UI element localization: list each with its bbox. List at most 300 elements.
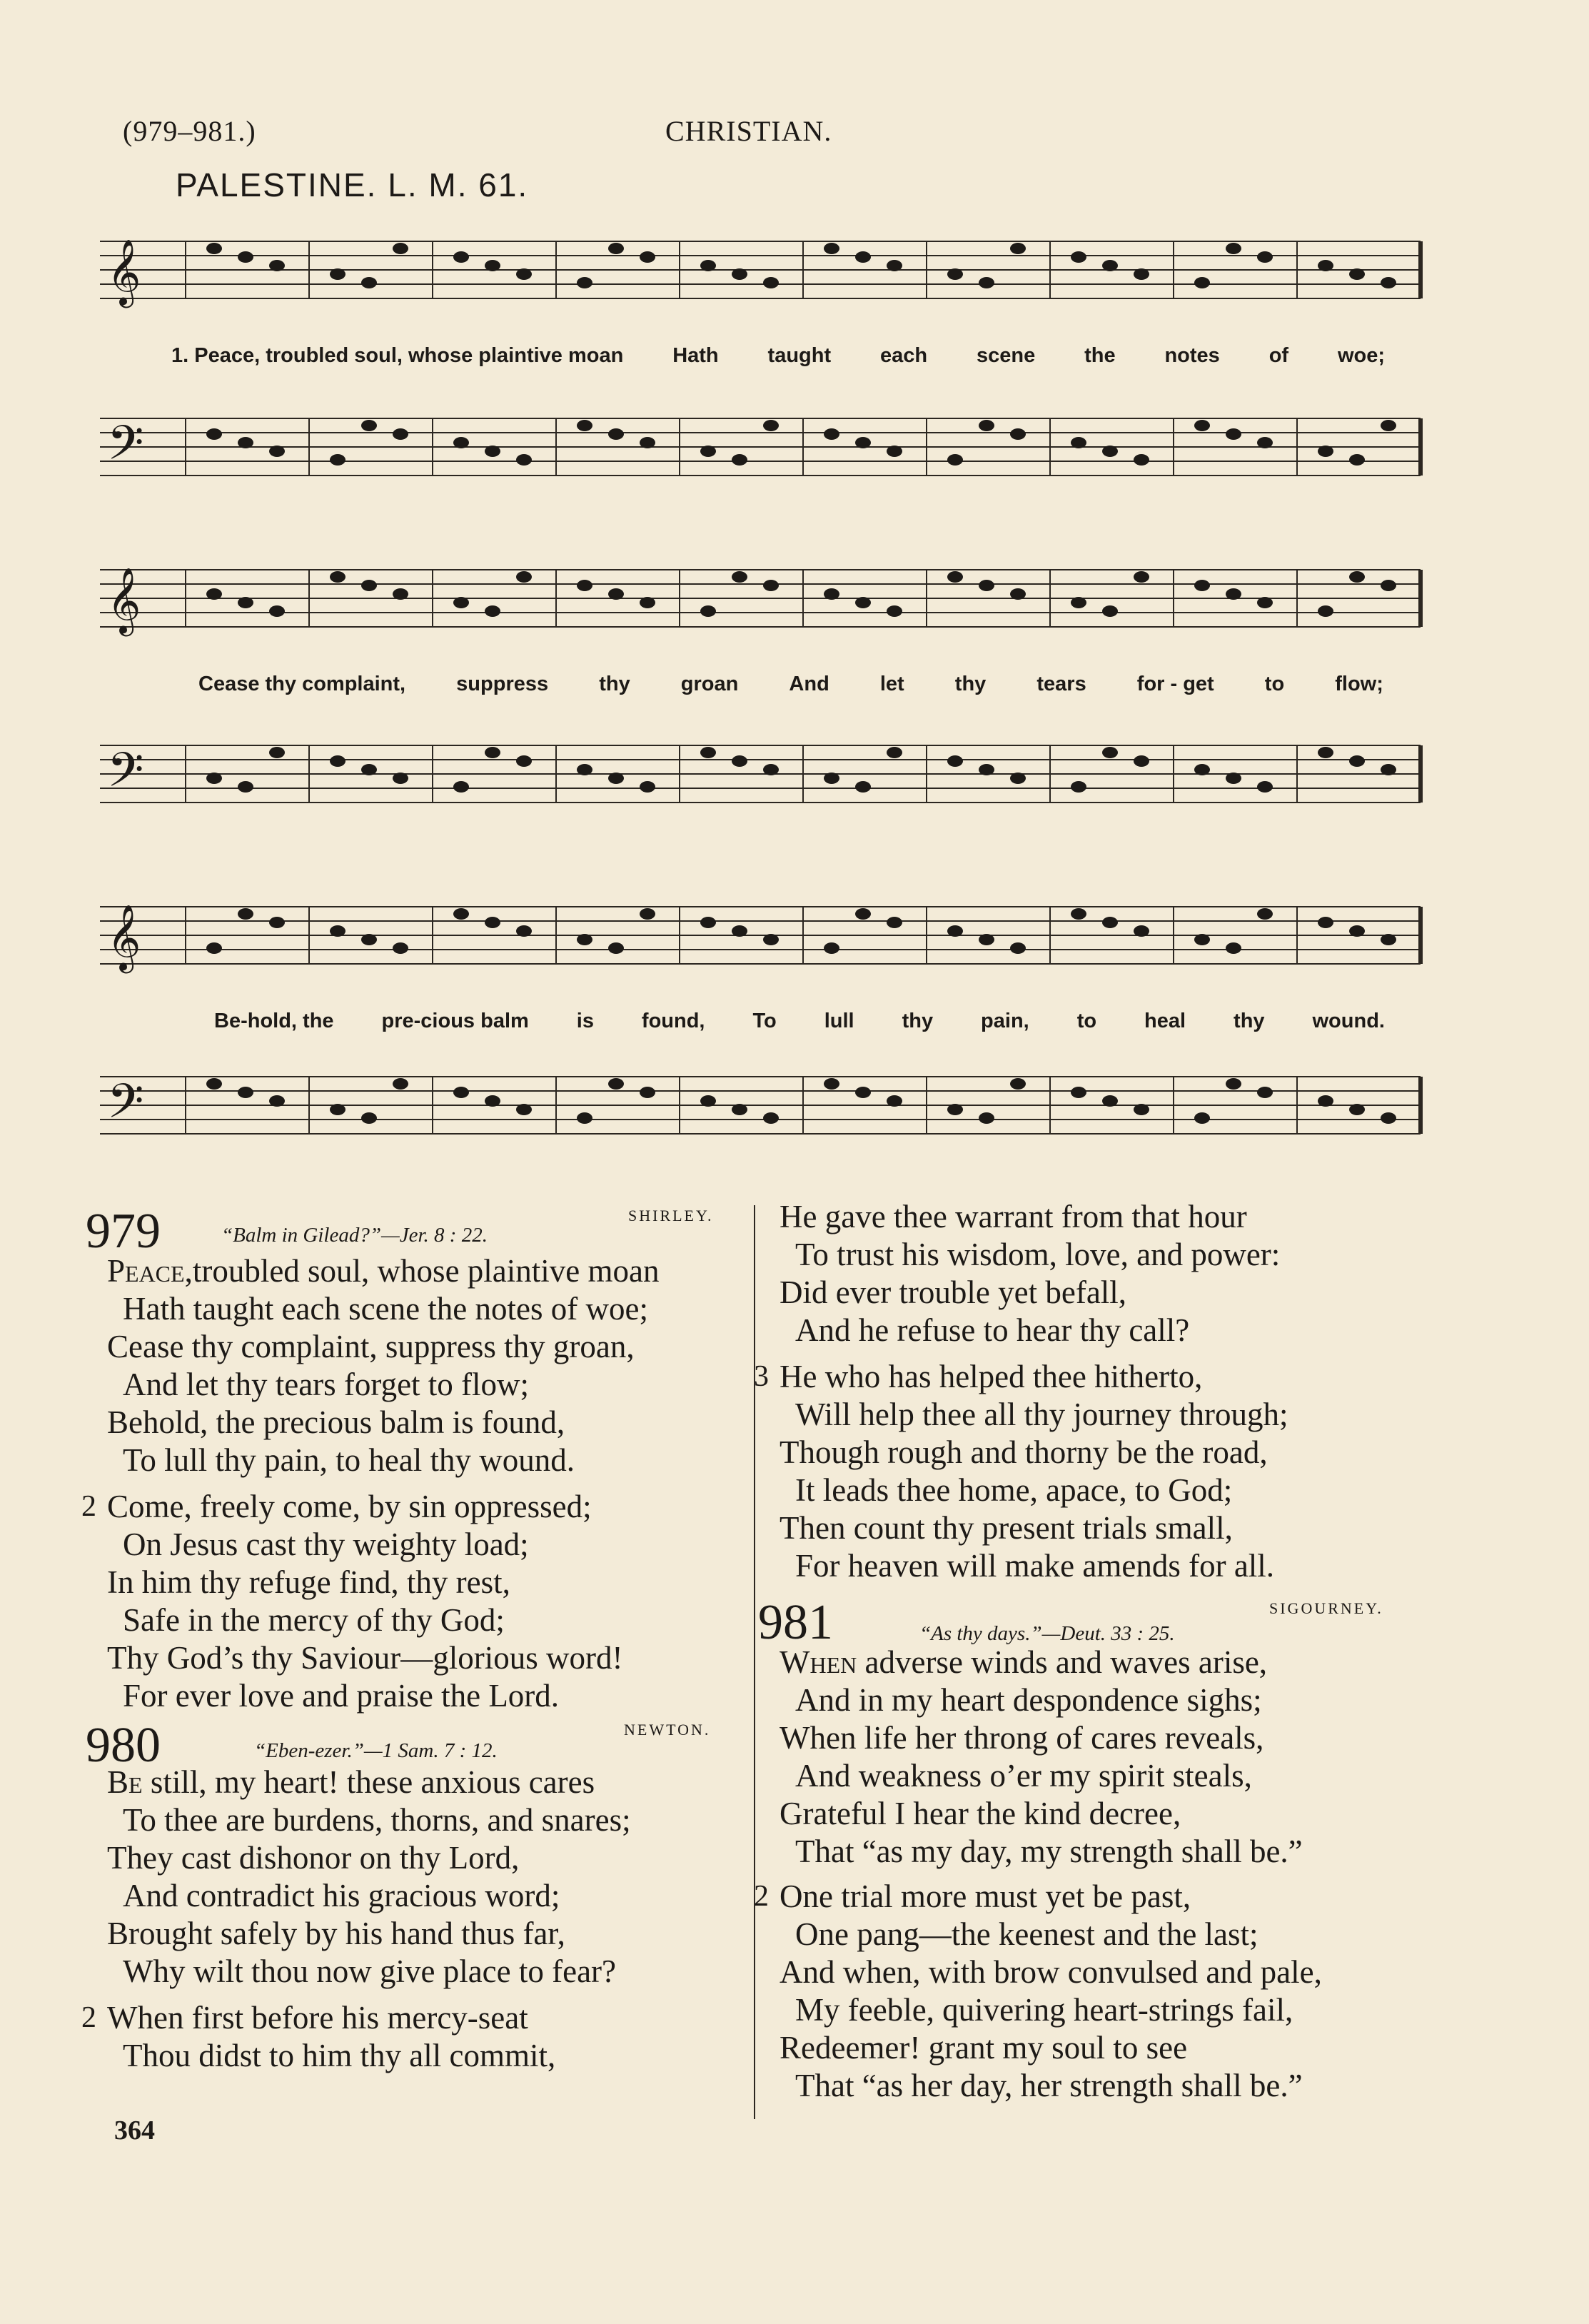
note-head (887, 1095, 902, 1107)
note-head (1257, 781, 1273, 793)
note-head (453, 1087, 469, 1098)
note-head (1381, 1112, 1396, 1124)
note-head (1226, 243, 1241, 254)
note-head (1318, 917, 1333, 928)
note-head (855, 781, 871, 793)
lyric-syllable: Be-hold, the (214, 1010, 334, 1032)
note-head (577, 1112, 592, 1124)
note-head (577, 420, 592, 431)
lyric-syllable: tears (1036, 673, 1086, 695)
note-head (1318, 747, 1333, 758)
note-head (516, 268, 532, 280)
note-head (1194, 934, 1210, 945)
note-head (763, 580, 779, 591)
left-column (81, 1204, 728, 2121)
verse-line (758, 1916, 1322, 1953)
note-head (485, 260, 500, 271)
verse-line (86, 1526, 659, 1564)
verse-line (86, 2037, 631, 2075)
note-head (1194, 1112, 1210, 1124)
verse-line-text: Thy God’s thy Saviour—glorious word! (107, 1640, 623, 1676)
verse-line-text: When first before his mercy-seat (107, 2000, 528, 2036)
note-head (640, 597, 655, 608)
note-head (1257, 1087, 1273, 1098)
hymn-text (81, 1764, 631, 2083)
verse-line-text: And in my heart despondence sighs; (795, 1682, 1262, 1718)
verse-line (86, 1801, 631, 1839)
verse-lead-word: Be (107, 1764, 143, 1800)
hymn-980-continued (754, 1198, 1288, 1594)
note-head (608, 243, 624, 254)
note-head (1381, 934, 1396, 945)
hymn-author: SIGOURNEY. (1269, 1599, 1383, 1617)
note-head (1257, 908, 1273, 920)
lyric-syllable: To (752, 1010, 777, 1032)
verse (81, 1999, 631, 2075)
verse-line-text: And when, with brow convulsed and pale, (780, 1954, 1322, 1990)
verse-line (758, 1396, 1288, 1434)
note-head (700, 605, 716, 617)
note-head (269, 446, 285, 457)
note-head (824, 588, 839, 600)
verse-line-text: Grateful I hear the kind decree, (780, 1796, 1181, 1831)
note-head (269, 917, 285, 928)
note-head (361, 1112, 377, 1124)
note-head (979, 420, 994, 431)
verse-number: 3 (754, 1360, 769, 1393)
verse-line (758, 1795, 1322, 1833)
bass-staff (100, 1071, 1421, 1140)
lyric-syllable: thy (954, 673, 987, 695)
lyric-row-3 (214, 1010, 1385, 1033)
verse-line-text: Cease thy complaint, suppress thy groan, (107, 1329, 635, 1364)
note-head (608, 428, 624, 440)
verse-line (86, 1953, 631, 1991)
note-head (640, 781, 655, 793)
verse-line (754, 1878, 1322, 1916)
verse (81, 1488, 659, 1715)
note-head (1102, 260, 1118, 271)
verse-line-text: On Jesus cast thy weighty load; (123, 1526, 529, 1562)
note-head (516, 755, 532, 767)
verse-line (86, 1639, 659, 1677)
note-head (453, 781, 469, 793)
note-head (1257, 437, 1273, 448)
note-head (453, 908, 469, 920)
verse-line (86, 1564, 659, 1601)
note-head (1257, 597, 1273, 608)
note-head (824, 1078, 839, 1090)
lyric-syllable: Cease thy complaint, (198, 673, 406, 695)
verse-line-text: One pang—the keenest and the last; (795, 1916, 1258, 1952)
note-head (1102, 446, 1118, 457)
note-head (947, 925, 963, 937)
note-head (979, 580, 994, 591)
note-head (361, 764, 377, 775)
verse-line (758, 1312, 1288, 1349)
note-head (238, 1087, 253, 1098)
verse-line-text: My feeble, quivering heart-strings fail, (795, 1992, 1293, 2028)
note-head (393, 773, 408, 784)
verse-line (758, 1434, 1288, 1472)
note-head (1010, 942, 1026, 954)
note-head (516, 454, 532, 466)
verse-line-text: And he refuse to hear thy call? (795, 1312, 1190, 1348)
note-head (1010, 588, 1026, 600)
verse-line (86, 1877, 631, 1915)
note-head (979, 764, 994, 775)
hymn-number: 979 (86, 1204, 161, 1259)
verse (86, 1764, 631, 1991)
verse-lead-word: When (780, 1644, 857, 1680)
lyric-syllable: 1. Peace, troubled soul, whose plaintive moan (171, 344, 624, 367)
note-head (1194, 580, 1210, 591)
note-head (1071, 251, 1086, 263)
verse-line (758, 1953, 1322, 1991)
verse-line-text: For ever love and praise the Lord. (123, 1678, 560, 1714)
verse-line-text: And weakness o’er my spirit steals, (795, 1758, 1252, 1794)
verse-line (86, 1366, 659, 1404)
verse-line-text: And let thy tears forget to flow; (123, 1367, 530, 1402)
note-head (855, 437, 871, 448)
bass-clef-icon: 𝄢 (107, 745, 144, 808)
note-head (1349, 268, 1365, 280)
verse-line-text: He gave thee warrant from that hour (780, 1199, 1247, 1234)
note-head (640, 437, 655, 448)
verse-line (758, 2067, 1322, 2105)
verse-line-text: Though rough and thorny be the road, (780, 1434, 1268, 1470)
note-head (700, 446, 716, 457)
note-head (269, 1095, 285, 1107)
note-head (1102, 747, 1118, 758)
hymn-author: NEWTON. (624, 1721, 711, 1739)
note-head (1134, 1104, 1149, 1115)
note-head (1134, 755, 1149, 767)
note-head (763, 277, 779, 288)
note-head (1071, 1087, 1086, 1098)
note-head (485, 446, 500, 457)
note-head (269, 260, 285, 271)
verse-line-text: Hath taught each scene the notes of woe; (123, 1291, 648, 1327)
note-head (947, 571, 963, 583)
note-head (1010, 773, 1026, 784)
lyric-syllable: let (879, 673, 904, 695)
verse-line-text: troubled soul, whose plaintive moan (192, 1253, 660, 1289)
verse-line (758, 1833, 1322, 1871)
lyric-syllable: taught (767, 344, 832, 367)
note-head (608, 1078, 624, 1090)
note-head (453, 251, 469, 263)
verse-line (86, 1839, 631, 1877)
note-head (361, 580, 377, 591)
treble-clef-icon: 𝄞 (107, 570, 141, 633)
note-head (1071, 908, 1086, 920)
treble-clef-icon: 𝄞 (107, 241, 141, 304)
verse-line-text: It leads thee home, apace, to God; (795, 1472, 1233, 1508)
hymn-number: 981 (758, 1595, 833, 1650)
verse-line-text: Brought safely by his hand thus far, (107, 1916, 565, 1951)
note-head (238, 251, 253, 263)
note-head (1318, 605, 1333, 617)
note-head (485, 1095, 500, 1107)
verse-line (86, 1442, 659, 1479)
note-head (206, 773, 222, 784)
note-head (1071, 597, 1086, 608)
note-head (361, 420, 377, 431)
verse (758, 1644, 1322, 1871)
note-head (393, 1078, 408, 1090)
hymn-author: SHIRLEY. (628, 1207, 714, 1224)
note-head (700, 917, 716, 928)
note-head (1010, 428, 1026, 440)
note-head (887, 260, 902, 271)
note-head (887, 917, 902, 928)
note-head (361, 277, 377, 288)
lyric-syllable: scene (976, 344, 1036, 367)
verse-line (758, 1198, 1288, 1236)
verse-line-text: Come, freely come, by sin oppressed; (107, 1489, 592, 1524)
lyric-syllable: thy (599, 673, 630, 695)
note-head (1134, 454, 1149, 466)
verse-line-text: Redeemer! grant my soul to see (780, 2030, 1188, 2066)
note-head (700, 260, 716, 271)
note-head (947, 755, 963, 767)
verse-line (758, 1681, 1322, 1719)
note-head (485, 747, 500, 758)
verse-line-text: Safe in the mercy of thy God; (123, 1602, 505, 1638)
verse-line-text: To lull thy pain, to heal thy wound. (123, 1442, 575, 1478)
note-head (516, 571, 532, 583)
lyric-syllable: woe; (1337, 344, 1385, 367)
verse (758, 1198, 1288, 1349)
verse-line (81, 1999, 631, 2037)
note-head (238, 597, 253, 608)
note-head (485, 917, 500, 928)
lyric-syllable: suppress (456, 673, 549, 695)
note-head (947, 268, 963, 280)
verse-line (758, 1757, 1322, 1795)
note-head (238, 781, 253, 793)
verse-line (754, 1358, 1288, 1396)
note-head (330, 925, 345, 937)
verse-line (758, 1274, 1288, 1312)
verse-line (758, 1509, 1288, 1547)
bass-clef-icon: 𝄢 (107, 418, 144, 481)
note-head (763, 1112, 779, 1124)
note-head (1318, 446, 1333, 457)
note-head (1226, 1078, 1241, 1090)
note-head (1071, 781, 1086, 793)
note-head (855, 1087, 871, 1098)
hymn-text (81, 1252, 660, 1724)
verse-line-text: And contradict his gracious word; (123, 1878, 560, 1913)
verse-line-text: Did ever trouble yet befall, (780, 1274, 1127, 1310)
note-head (608, 942, 624, 954)
page-number: 364 (114, 2116, 155, 2146)
note-head (763, 934, 779, 945)
note-head (330, 755, 345, 767)
lyric-syllable: to (1264, 673, 1285, 695)
note-head (732, 925, 747, 937)
verse-line-text: For heaven will make amends for all. (795, 1548, 1275, 1584)
note-head (1349, 454, 1365, 466)
verse-line (86, 1677, 659, 1715)
note-head (608, 773, 624, 784)
lyric-syllable: each (880, 344, 928, 367)
lyric-syllable: flow; (1335, 673, 1383, 695)
lyric-syllable: lull (824, 1010, 854, 1032)
note-head (1381, 764, 1396, 775)
hymn-text (754, 1644, 1322, 2113)
note-head (206, 1078, 222, 1090)
verse-line-text: Then count thy present trials small, (780, 1510, 1233, 1546)
verse-line-text: That “as her day, her strength shall be.” (795, 2068, 1303, 2103)
verse-line (86, 1764, 631, 1801)
note-head (1349, 1104, 1365, 1115)
verse-line (86, 1290, 659, 1328)
note-head (824, 243, 839, 254)
verse-line-text: To thee are burdens, thorns, and snares; (123, 1802, 631, 1838)
note-head (238, 437, 253, 448)
section-title: CHRISTIAN. (665, 115, 832, 147)
lyric-syllable: found, (641, 1010, 705, 1032)
tune-title: PALESTINE. L. M. 61. (176, 166, 529, 203)
lyric-syllable: wound. (1312, 1010, 1385, 1032)
treble-staff (100, 901, 1421, 970)
verse-line-text: Behold, the precious balm is found, (107, 1404, 565, 1440)
verse-line-text: He who has helped thee hitherto, (780, 1359, 1203, 1394)
note-head (577, 934, 592, 945)
verse (754, 1358, 1288, 1585)
verse-line (86, 1404, 659, 1442)
note-head (732, 268, 747, 280)
lyric-syllable: pain, (981, 1010, 1029, 1032)
note-head (947, 454, 963, 466)
lyric-syllable: thy (902, 1010, 934, 1032)
lyric-syllable: groan (680, 673, 739, 695)
note-head (732, 454, 747, 466)
note-head (238, 908, 253, 920)
note-head (640, 251, 655, 263)
note-head (1318, 260, 1333, 271)
note-head (361, 934, 377, 945)
lyric-syllable: to (1076, 1010, 1097, 1032)
note-head (330, 454, 345, 466)
note-head (1381, 277, 1396, 288)
note-head (577, 764, 592, 775)
scripture-reference: “As thy days.”—Deut. 33 : 25. (919, 1622, 1175, 1645)
note-head (516, 925, 532, 937)
note-head (824, 773, 839, 784)
note-head (330, 268, 345, 280)
lyric-syllable: heal (1144, 1010, 1186, 1032)
lyric-row-1 (171, 344, 1385, 368)
note-head (577, 277, 592, 288)
note-head (1010, 1078, 1026, 1090)
verse-line (758, 1991, 1322, 2029)
hymn-number: 980 (86, 1718, 161, 1773)
note-head (330, 1104, 345, 1115)
note-head (979, 277, 994, 288)
scripture-reference: “Eben-ezer.”—1 Sam. 7 : 12. (254, 1739, 498, 1762)
note-head (1102, 605, 1118, 617)
note-head (700, 1095, 716, 1107)
treble-staff (100, 236, 1421, 304)
lyric-syllable: notes (1164, 344, 1220, 367)
note-head (763, 420, 779, 431)
note-head (1349, 755, 1365, 767)
note-head (1134, 268, 1149, 280)
lyric-syllable: thy (1234, 1010, 1265, 1032)
note-head (1381, 420, 1396, 431)
note-head (1134, 571, 1149, 583)
note-head (732, 571, 747, 583)
verse-line (758, 2029, 1322, 2067)
note-head (206, 588, 222, 600)
lyric-syllable: for - get (1136, 673, 1214, 695)
verse-line (86, 1252, 659, 1290)
note-head (393, 428, 408, 440)
treble-clef-icon: 𝄞 (107, 907, 141, 970)
note-head (732, 755, 747, 767)
hymn-980 (81, 1718, 728, 2121)
note-head (577, 580, 592, 591)
note-head (1194, 420, 1210, 431)
note-head (1071, 437, 1086, 448)
verse-line-text: still, my heart! these anxious cares (142, 1764, 595, 1800)
verse-lead-word: Peace, (107, 1253, 193, 1289)
hymn-979 (81, 1204, 728, 1721)
verse-line-text: One trial more must yet be past, (780, 1878, 1191, 1914)
note-head (640, 1087, 655, 1098)
lyric-syllable: the (1084, 344, 1116, 367)
note-head (1349, 925, 1365, 937)
verse-line-text: Will help thee all thy journey through; (795, 1397, 1288, 1432)
verse-line (758, 1719, 1322, 1757)
verse-line (81, 1488, 659, 1526)
page-range: (979–981.) (123, 115, 256, 147)
note-head (206, 942, 222, 954)
verse-number: 2 (81, 1490, 96, 1523)
note-head (608, 588, 624, 600)
note-head (516, 1104, 532, 1115)
verse-line (758, 1236, 1288, 1274)
note-head (763, 764, 779, 775)
bass-staff (100, 740, 1421, 808)
note-head (855, 251, 871, 263)
lyric-syllable: And (789, 673, 829, 695)
treble-staff (100, 564, 1421, 633)
lyric-syllable: pre-cious balm (381, 1010, 529, 1032)
verse-number: 2 (81, 2001, 96, 2034)
note-head (979, 1112, 994, 1124)
verse-line (86, 1328, 659, 1366)
note-head (824, 942, 839, 954)
note-head (1226, 773, 1241, 784)
note-head (206, 428, 222, 440)
verse-line-text: When life her throng of cares reveals, (780, 1720, 1264, 1756)
verse-line-text: To trust his wisdom, love, and power: (795, 1237, 1281, 1272)
note-head (855, 908, 871, 920)
lyric-row-2 (198, 673, 1383, 696)
verse-line (758, 1644, 1322, 1681)
verse-line (86, 1601, 659, 1639)
scripture-reference: “Balm in Gilead?”—Jer. 8 : 22. (221, 1224, 488, 1247)
bass-staff (100, 413, 1421, 481)
verse-line (86, 1915, 631, 1953)
lyric-syllable: is (576, 1010, 594, 1032)
note-head (979, 934, 994, 945)
